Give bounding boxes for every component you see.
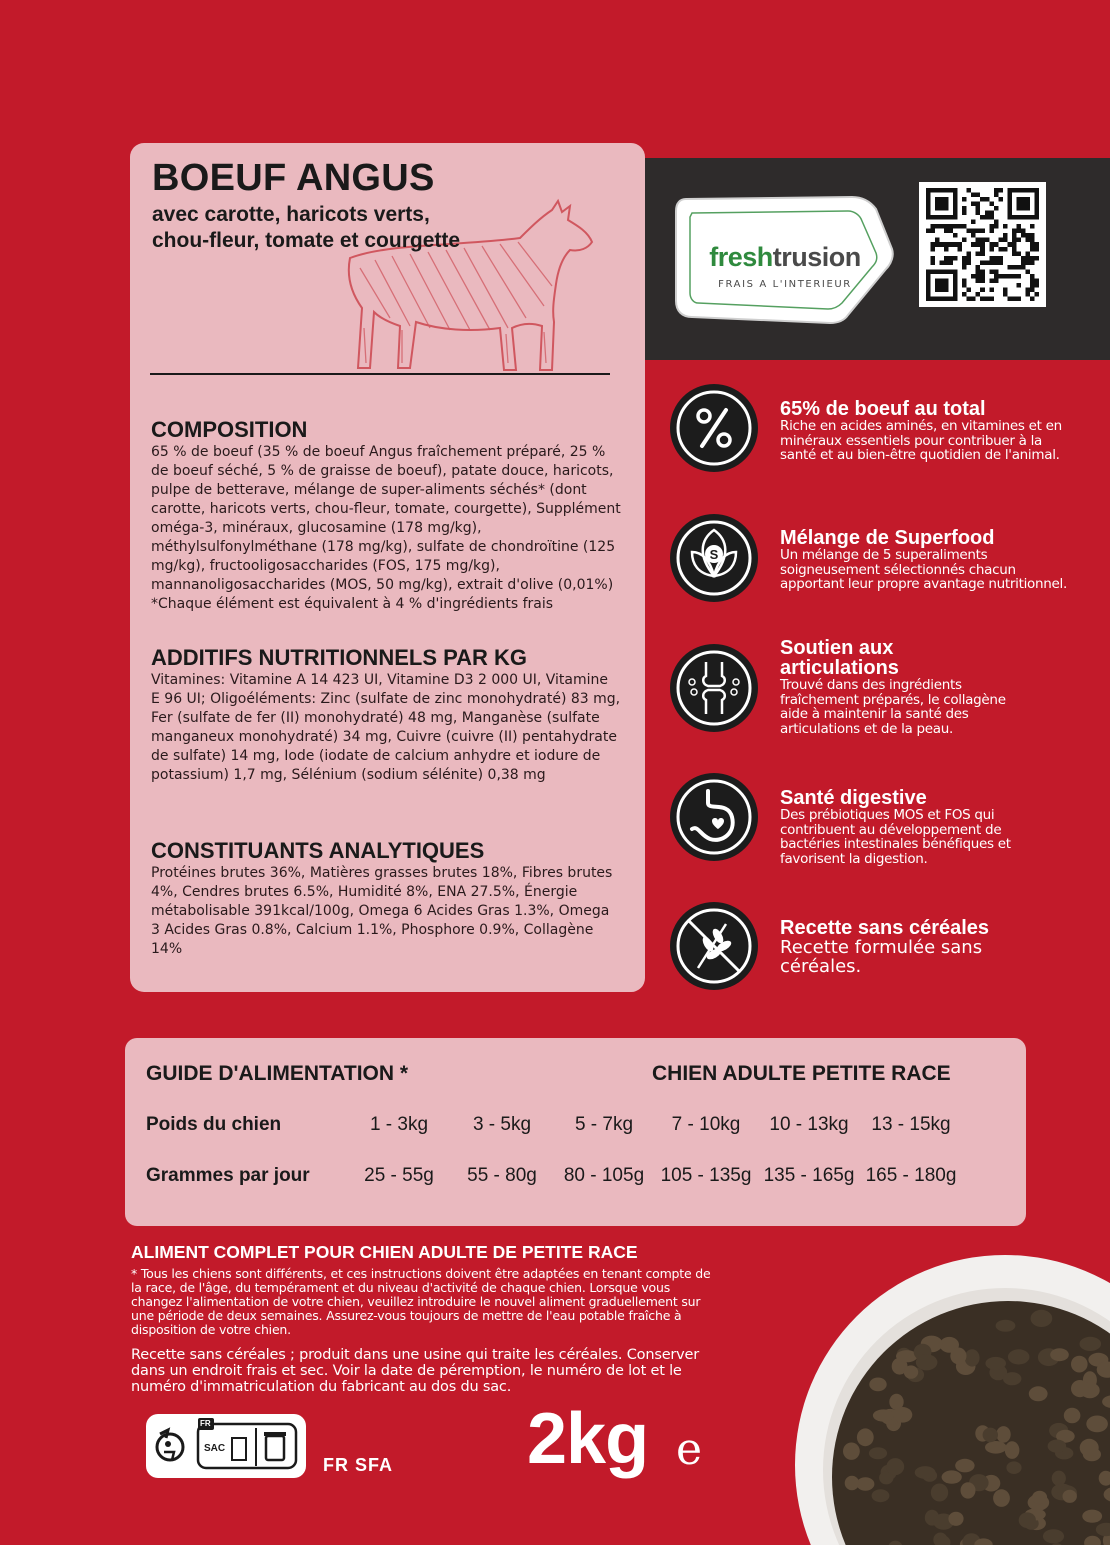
additives-heading: ADDITIFS NUTRITIONNELS PAR KG: [151, 645, 528, 670]
recycling-label: [146, 1414, 306, 1478]
grams-cell: 55 - 80g: [467, 1165, 537, 1186]
kibble-bowl-image: [760, 1255, 1110, 1545]
analytical-heading: CONSTITUANTS ANALYTIQUES: [151, 838, 485, 863]
weight-cell: 10 - 13kg: [769, 1114, 849, 1135]
net-weight: 2kg: [527, 1399, 649, 1479]
benefit-title: Mélange de Superfood: [780, 527, 995, 549]
grams-cell: 105 - 135g: [660, 1165, 752, 1186]
brand-name-trusion: trusion: [772, 242, 861, 272]
grams-cell: 165 - 180g: [865, 1165, 957, 1186]
weight-row-label: Poids du chien: [146, 1114, 282, 1135]
recycling-sac-label: SAC: [204, 1443, 226, 1454]
weight-cell: 7 - 10kg: [671, 1114, 741, 1135]
weight-cell: 13 - 15kg: [871, 1114, 951, 1135]
benefit-title: Recette sans céréales: [780, 917, 990, 939]
brand-name-fresh: fresh: [709, 242, 773, 272]
country-codes: FR SFA: [323, 1455, 394, 1475]
no-grain-icon: [668, 900, 760, 992]
benefit-superfood: [780, 528, 1080, 592]
weight-cell: 5 - 7kg: [574, 1114, 634, 1135]
qr-code[interactable]: [919, 182, 1046, 307]
product-subtitle: avec carotte, haricots verts, chou-fleur, tomate et courgette: [152, 203, 461, 252]
composition-text: 65 % de boeuf (35 % de boeuf Angus fraîchement préparé, 25 % de boeuf séché, 5 % de graisse de boeuf), patate douce, haricots, pulpe de betterave, mélange de super-aliments séchés* (dont carotte, haricots verts, chou-fleur, tomate, courgette), Supplément oméga-3, minéraux, glucosamine (178 mg/kg), méthylsulfonylméthane (178 mg/kg), sulfate de chondroïtine (125 mg/kg), fructooligosaccharides (FOS, 175 mg/kg), mannanoligosaccharides (MOS, 50 mg/kg), extrait d'olive (0,01%): [151, 444, 621, 593]
additives-section: [151, 645, 621, 785]
weight-cell: 3 - 5kg: [472, 1114, 532, 1135]
footer-note: * Tous les chiens sont différents, et ces instructions doivent être adaptées en tenant compte de la race, de l'âge, du tempérament et du niveau d'activité de chaque chien. Lorsque vous changez l'alimentation de votre chien, veuillez introduire le nouvel aliment graduellement sur une période de deux semaines. Assurez-vous toujours de mettre de l'eau potable fraîche à disposition de votre chien.: [131, 1266, 711, 1337]
grams-cell: 25 - 55g: [364, 1165, 434, 1186]
composition-footnote: *Chaque élément est équivalent à 4 % d'ingrédients frais: [151, 596, 554, 612]
product-title: BOEUF ANGUS: [152, 157, 435, 199]
benefit-title: 65% de boeuf au total: [780, 398, 986, 420]
superfood-leaf-icon: [668, 512, 760, 604]
recycling-icon: [146, 1414, 306, 1478]
weight-cell: 1 - 3kg: [369, 1114, 429, 1135]
estimated-sign: e: [676, 1424, 703, 1475]
benefit-text: Riche en acides aminés, en vitamines et en minéraux essentiels pour contribuer à la santé et au bien-être quotidien de l'animal.: [780, 418, 1062, 463]
benefit-digestive: [780, 788, 1080, 866]
joint-icon: [668, 642, 760, 734]
grams-row-label: Grammes par jour: [146, 1165, 310, 1186]
benefit-title: Soutien aux articulations: [780, 637, 899, 679]
feeding-guide-title: GUIDE D'ALIMENTATION *: [146, 1062, 409, 1085]
benefit-title: Santé digestive: [780, 787, 927, 809]
footer-heading: ALIMENT COMPLET POUR CHIEN ADULTE DE PETITE RACE: [131, 1242, 638, 1262]
composition-section: [151, 417, 621, 614]
composition-heading: COMPOSITION: [151, 417, 308, 442]
feeding-guide: [125, 1038, 1026, 1226]
benefit-text: Trouvé dans des ingrédients fraîchement préparés, le collagène aide à maintenir la santé des articulations et de la peau.: [780, 677, 1006, 737]
brand-name: [690, 242, 880, 273]
product-info-card: [130, 143, 645, 992]
percent-icon: [668, 382, 760, 474]
stomach-icon: [668, 771, 760, 863]
benefit-grain-free: [780, 918, 1080, 976]
benefit-text: Recette formulée sans céréales.: [780, 937, 983, 977]
svg-text:S: S: [709, 547, 719, 562]
recycling-fr-label: FR: [200, 1419, 211, 1428]
qr-code-icon: [925, 188, 1040, 301]
grams-cell: 80 - 105g: [563, 1165, 645, 1186]
benefit-joints: [780, 638, 1080, 736]
feeding-guide-target: CHIEN ADULTE PETITE RACE: [652, 1062, 951, 1085]
additives-text: Vitamines: Vitamine A 14 423 UI, Vitamine D3 2 000 UI, Vitamine E 96 UI; Oligoéléments: Zinc (sulfate de zinc monohydraté) 83 mg, Fer (sulfate de fer (II) monohydraté) 48 mg, Manganèse (sulfate manganeux monohydraté) 34 mg, Cuivre (cuivre (II) pentahydrate de sulfate) 14 mg, Iode (iodate de calcium anhydre et iodure de potassium) 1,7 mg, Sélénium (sodium sélénite) 0,38 mg: [151, 672, 621, 783]
brand-tagline: FRAIS A L'INTERIEUR: [718, 279, 852, 290]
analytical-section: [151, 838, 621, 959]
divider: [150, 373, 610, 375]
benefit-text: Des prébiotiques MOS et FOS qui contribuent au développement de bactéries intestinales bénéfiques et favorisent la digestion.: [780, 807, 1011, 867]
benefit-text: Un mélange de 5 superaliments soigneusement sélectionnés chacun apportant leur propre avantage nutritionnel.: [780, 547, 1067, 592]
footer-paragraph: Recette sans céréales ; produit dans une usine qui traite les céréales. Conserver dans un endroit frais et sec. Voir la date de péremption, le numéro de lot et le numéro d'immatriculation du fabricant au dos du sac.: [131, 1347, 700, 1395]
benefit-beef: [780, 399, 1080, 463]
analytical-text: Protéines brutes 36%, Matières grasses brutes 18%, Fibres brutes 4%, Cendres brutes 6.5%, Humidité 8%, ENA 27.5%, Énergie métabolisable 391kcal/100g, Omega 6 Acides Gras 1.3%, Omega 3 Acides Gras 0.8%, Calcium 1.1%, Phosphore 0.9%, Collagène 14%: [151, 865, 613, 957]
grams-cell: 135 - 165g: [763, 1165, 855, 1186]
